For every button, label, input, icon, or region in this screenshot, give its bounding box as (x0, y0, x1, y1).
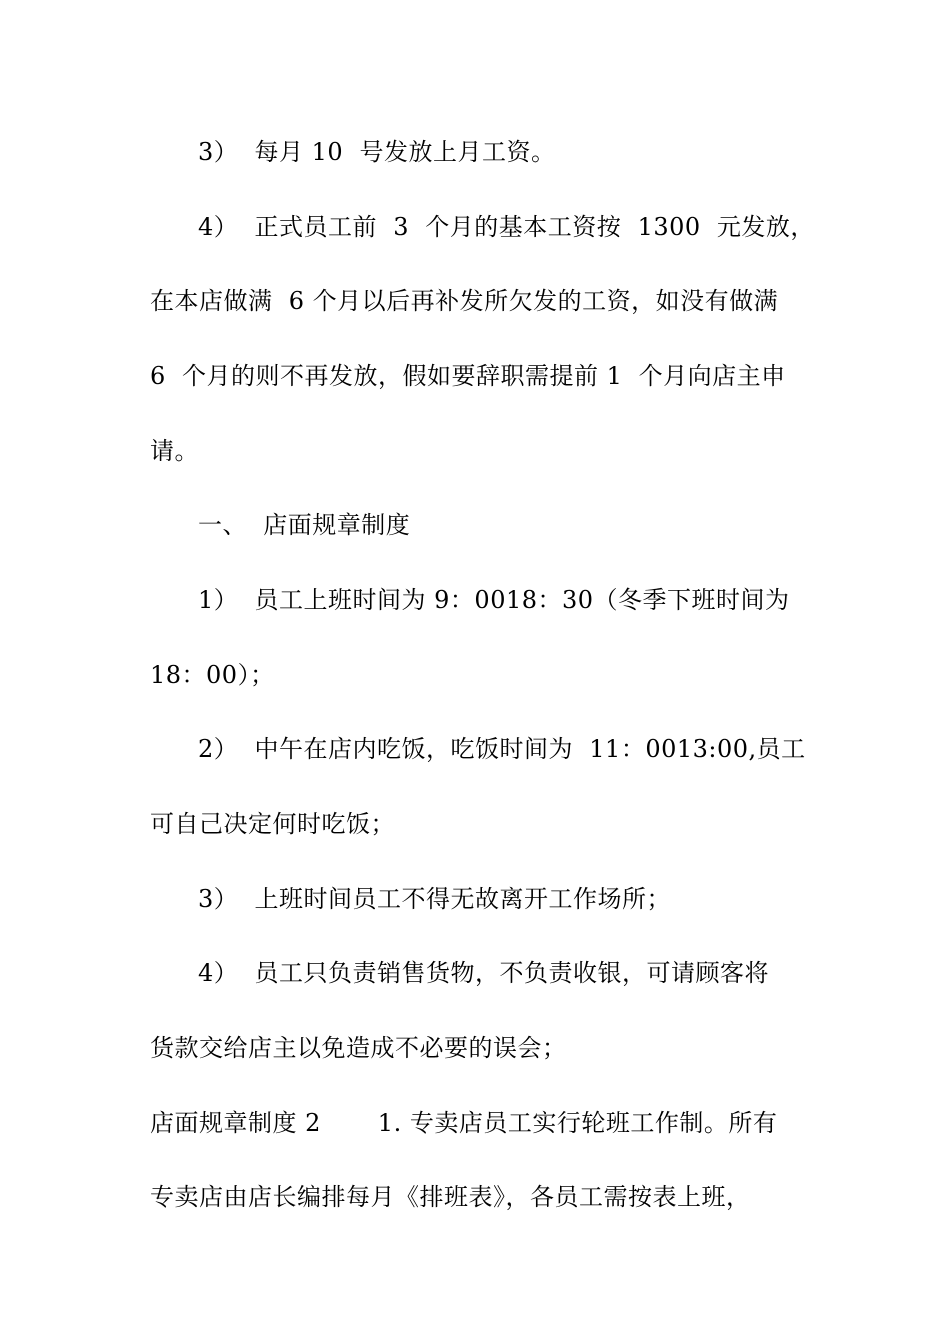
section-heading-store-rules: 一、 店面规章制度 (198, 511, 411, 539)
text-line-continuation: 货款交给店主以免造成不必要的误会； (150, 1034, 567, 1062)
text-line-store-rules-2: 店面规章制度 2 1. 专卖店员工实行轮班工作制。所有 (150, 1109, 778, 1137)
text-line-salary-item-4: 4） 正式员工前 3 个月的基本工资按 1300 元发放， (198, 213, 815, 241)
text-line-continuation: 请。 (150, 437, 199, 465)
text-line-continuation: 专卖店由店长编排每月《排班表》，各员工需按表上班， (150, 1183, 751, 1211)
text-line-continuation: 可自己决定何时吃饭； (150, 810, 395, 838)
text-line-continuation: 18：00）； (150, 661, 275, 689)
text-line-continuation: 6 个月的则不再发放，假如要辞职需提前 1 个月向店主申 (150, 362, 786, 390)
text-line-rule-4: 4） 员工只负责销售货物，不负责收银，可请顾客将 (198, 959, 770, 987)
text-line-salary-item-3: 3） 每月 10 号发放上月工资。 (198, 138, 556, 166)
text-line-rule-2: 2） 中午在店内吃饭，吃饭时间为 11：0013:00,员工 (198, 735, 806, 763)
text-line-rule-1: 1） 员工上班时间为 9：0018：30（冬季下班时间为 (198, 586, 790, 614)
text-line-rule-3: 3） 上班时间员工不得无故离开工作场所； (198, 885, 672, 913)
text-line-continuation: 在本店做满 6 个月以后再补发所欠发的工资，如没有做满 (150, 287, 779, 315)
